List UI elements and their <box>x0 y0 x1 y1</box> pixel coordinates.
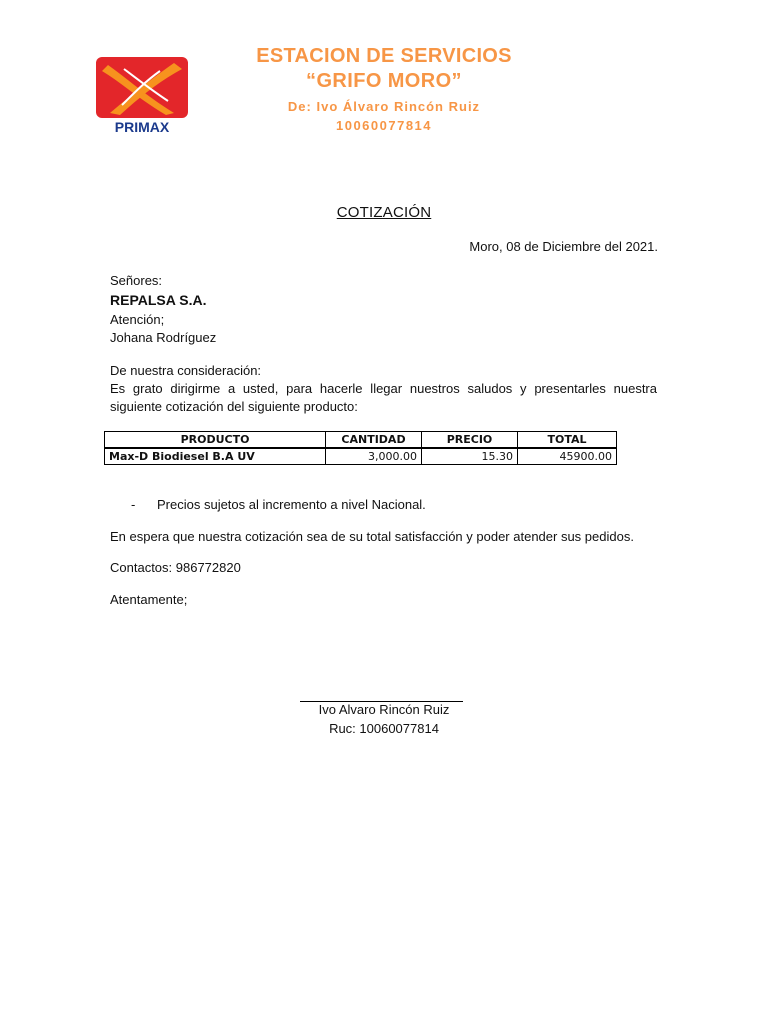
letterhead-title: ESTACION DE SERVICIOS <box>256 45 512 67</box>
primax-logo <box>94 55 190 135</box>
intro-paragraph: Es grato dirigirme a usted, para hacerle llegar nuestros saludos y presentarles nuestra siguiente cotización del siguiente producto: <box>110 381 657 414</box>
column-header-producto: PRODUCTO <box>105 432 326 449</box>
signer-name: Ivo Alvaro Rincón Ruiz <box>318 702 450 717</box>
cell-product: Max-D Biodiesel B.A UV <box>105 448 326 465</box>
salutation: Señores: <box>110 273 163 288</box>
farewell-line: Atentamente; <box>110 592 188 607</box>
table-header-row <box>105 432 617 449</box>
attention-label: Atención; <box>110 312 165 327</box>
letterhead-subtitle: “GRIFO MORO” <box>306 70 462 92</box>
column-header-total: TOTAL <box>518 432 617 449</box>
consideration-line: De nuestra consideración: <box>110 363 262 378</box>
cell-total: 45900.00 <box>518 448 617 465</box>
closing-line: En espera que nuestra cotización sea de su total satisfacción y poder atender sus pedidos. <box>110 529 634 544</box>
cell-quantity: 3,000.00 <box>326 448 422 465</box>
cell-price: 15.30 <box>422 448 518 465</box>
attention-name: Johana Rodríguez <box>110 330 217 345</box>
column-header-precio: PRECIO <box>422 432 518 449</box>
column-header-cantidad: CANTIDAD <box>326 432 422 449</box>
table-row <box>105 448 617 465</box>
price-note: Precios sujetos al incremento a nivel Nacional. <box>157 497 426 512</box>
primax-wordmark: PRIMAX <box>114 119 170 135</box>
letterhead <box>230 44 538 135</box>
product-table <box>104 431 617 465</box>
document-date: Moro, 08 de Diciembre del 2021. <box>469 239 658 254</box>
bullet-marker: - <box>131 497 136 512</box>
document-title: COTIZACIÓN <box>336 204 432 221</box>
recipient-company: REPALSA S.A. <box>110 292 207 308</box>
contacts-line: Contactos: 986772820 <box>110 560 241 575</box>
letterhead-from: De: Ivo Álvaro Rincón Ruiz <box>287 99 481 114</box>
signer-ruc: Ruc: 10060077814 <box>329 721 439 736</box>
letterhead-ruc: 10060077814 <box>335 118 433 133</box>
